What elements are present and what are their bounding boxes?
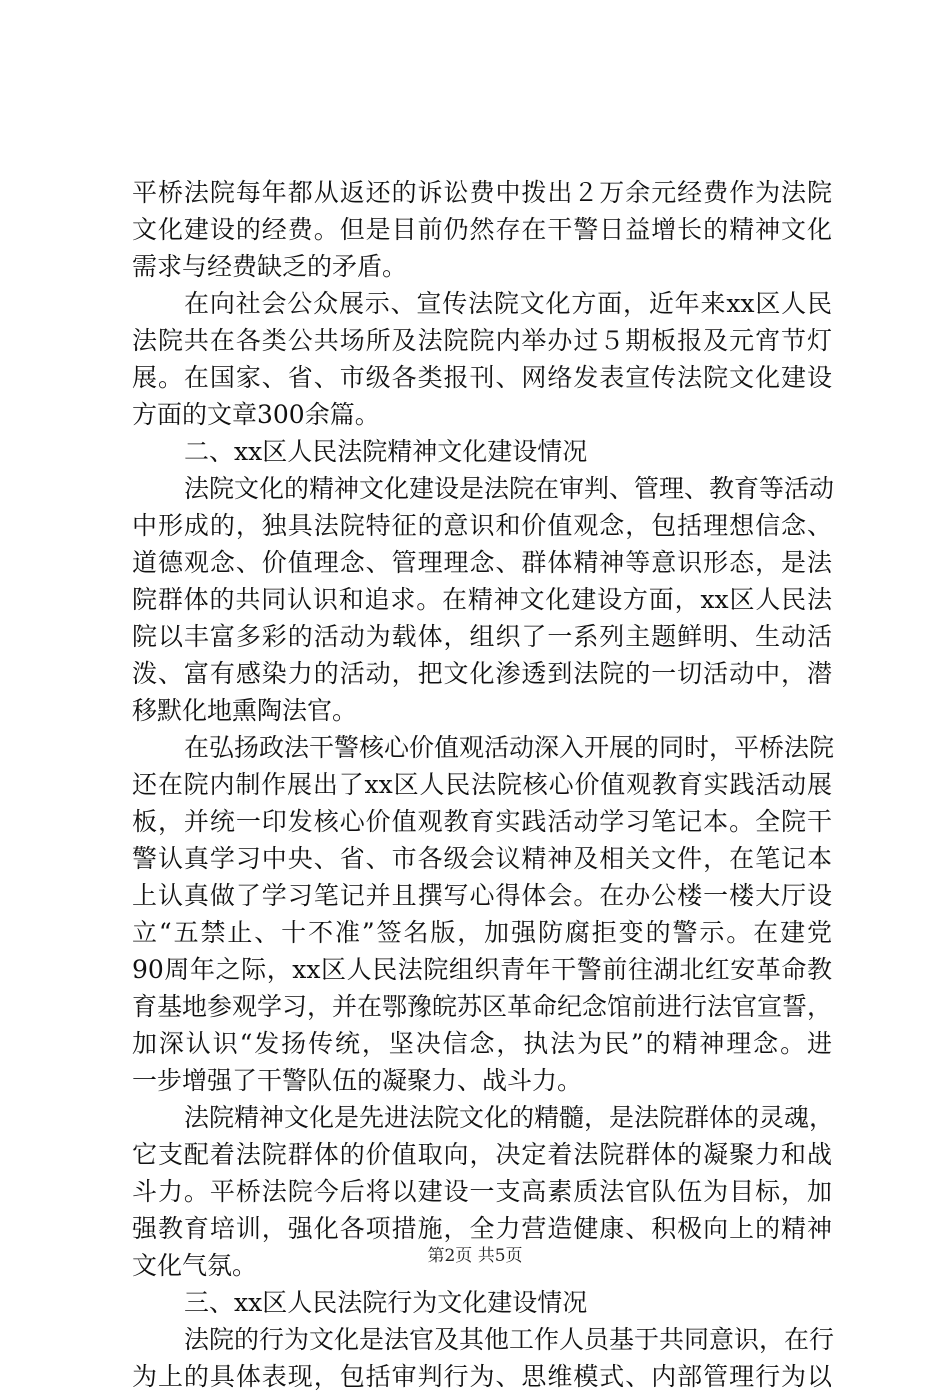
- text-line: 加深认识“发扬传统，坚决信念，执法为民”的精神理念。进: [132, 1029, 832, 1058]
- text-line: 展。在国家、省、市级各类报刊、网络发表宣传法院文化建设: [132, 363, 832, 392]
- text-line: 二、xx区人民法院精神文化建设情况: [184, 437, 588, 466]
- text-line: 需求与经费缺乏的矛盾。: [132, 252, 408, 281]
- text-line: 为上的具体表现，包括审判行为、思维模式、内部管理行为以: [132, 1362, 832, 1391]
- text-line: 一步增强了干警队伍的凝聚力、战斗力。: [132, 1066, 583, 1095]
- text-line: 移默化地熏陶法官。: [132, 696, 358, 725]
- text-line: 中形成的，独具法院特征的意识和价值观念，包括理想信念、: [132, 511, 832, 540]
- text-line: 在向社会公众展示、宣传法院文化方面，近年来xx区人民: [184, 289, 832, 318]
- text-line: 法院的行为文化是法官及其他工作人员基于共同意识，在行: [184, 1325, 835, 1354]
- text-line: 院群体的共同认识和追求。在精神文化建设方面，xx区人民法: [132, 585, 832, 614]
- text-line: 道德观念、价值理念、管理理念、群体精神等意识形态，是法: [132, 548, 832, 577]
- text-line: 它支配着法院群体的价值取向，决定着法院群体的凝聚力和战: [132, 1140, 832, 1169]
- text-line: 平桥法院每年都从返还的诉讼费中拨出２万余元经费作为法院: [132, 178, 832, 207]
- text-line: 上认真做了学习笔记并且撰写心得体会。在办公楼一楼大厅设: [132, 881, 832, 910]
- text-line: 警认真学习中央、省、市各级会议精神及相关文件，在笔记本: [132, 844, 832, 873]
- text-line: 立“五禁止、十不准”签名版，加强防腐拒变的警示。在建党: [132, 918, 832, 947]
- text-line: 文化建设的经费。但是目前仍然存在干警日益增长的精神文化: [132, 215, 832, 244]
- document-body: [132, 174, 835, 1395]
- text-line: 文化气氛。: [132, 1251, 258, 1280]
- text-line: 板，并统一印发核心价值观教育实践活动学习笔记本。全院干: [132, 807, 832, 836]
- text-line: 法院文化的精神文化建设是法院在审判、管理、教育等活动: [184, 474, 835, 503]
- page-number: 第2页 共5页: [427, 1246, 523, 1266]
- text-line: 90周年之际，xx区人民法院组织青年干警前往湖北红安革命教: [132, 955, 832, 984]
- text-line: 育基地参观学习，并在鄂豫皖苏区革命纪念馆前进行法官宣誓，: [132, 992, 833, 1021]
- text-line: 泼、富有感染力的活动，把文化渗透到法院的一切活动中，潜: [132, 659, 832, 688]
- text-line: 在弘扬政法干警核心价值观活动深入开展的同时，平桥法院: [184, 733, 835, 762]
- text-line: 方面的文章300余篇。: [132, 400, 380, 429]
- text-line: 还在院内制作展出了xx区人民法院核心价值观教育实践活动展: [132, 770, 832, 799]
- text-line: 院以丰富多彩的活动为载体，组织了一系列主题鲜明、生动活: [132, 622, 832, 651]
- text-line: 斗力。平桥法院今后将以建设一支高素质法官队伍为目标，加: [132, 1177, 832, 1206]
- text-line: 强教育培训，强化各项措施，全力营造健康、积极向上的精神: [132, 1214, 832, 1243]
- text-line: 法院共在各类公共场所及法院院内举办过５期板报及元宵节灯: [132, 326, 832, 355]
- text-line: 法院精神文化是先进法院文化的精髓，是法院群体的灵魂，: [184, 1103, 835, 1132]
- text-line: 三、xx区人民法院行为文化建设情况: [184, 1288, 588, 1317]
